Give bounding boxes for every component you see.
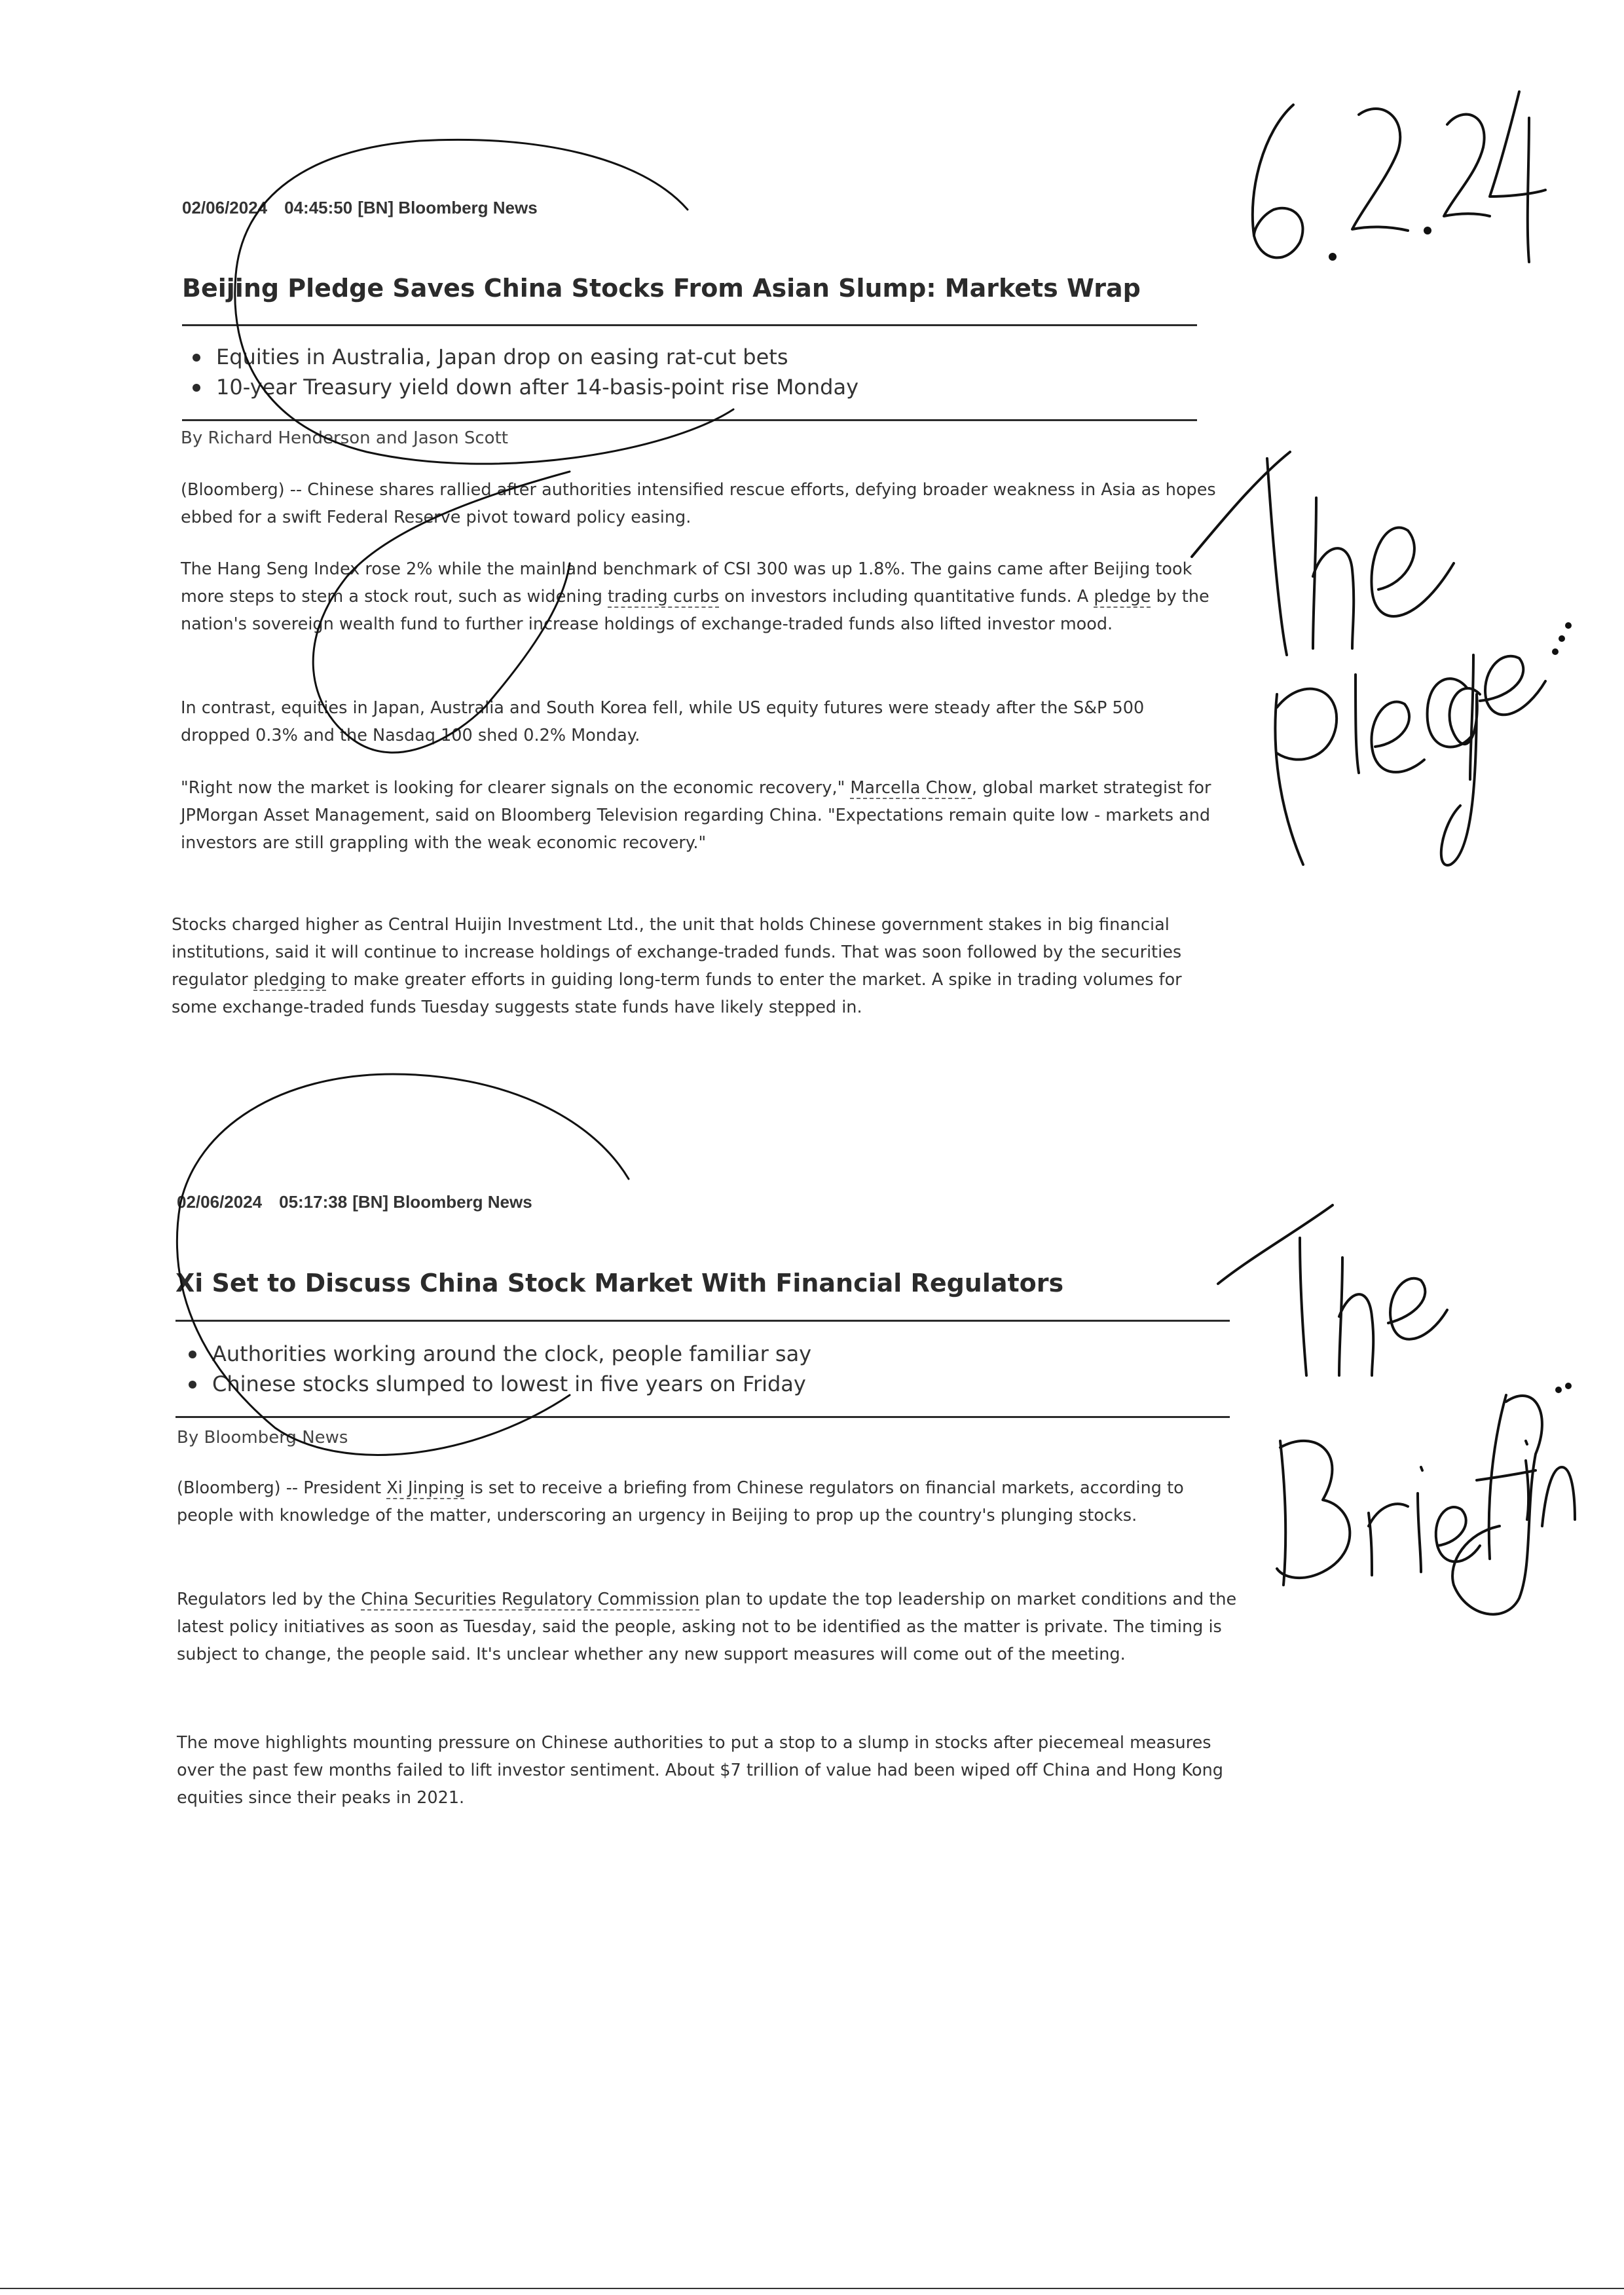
pledge-link[interactable]: pledge	[1094, 587, 1151, 606]
article2-headline: Xi Set to Discuss China Stock Market With Financial Regulators	[175, 1269, 1064, 1297]
article1-paragraph: In contrast, equities in Japan, Australia and South Korea fell, while US equity futures were steady after the S&P 500 dropped 0.3% and the Nasdaq 100 shed 0.2% Monday.	[181, 698, 1145, 745]
article1-byline: By Richard Henderson and Jason Scott	[181, 428, 508, 448]
article1-bullet: 10-year Treasury yield down after 14-basis-point rise Monday	[189, 372, 858, 402]
article1-bullet: Equities in Australia, Japan drop on easing rat-cut bets	[189, 342, 858, 372]
ink-circle-2	[313, 472, 570, 753]
article1-source: [BN] Bloomberg News	[358, 198, 538, 217]
article2-source: [BN] Bloomberg News	[352, 1192, 532, 1212]
article1-headline: Beijing Pledge Saves China Stocks From Asian Slump: Markets Wrap	[182, 274, 1141, 303]
article1-time: 04:45:50	[284, 198, 353, 217]
article1-text: on investors including quantitative funds. A	[719, 587, 1094, 606]
article2-text: Regulators led by the	[177, 1590, 361, 1609]
handwritten-note-the-pledge	[1192, 452, 1570, 865]
csrc-link[interactable]: China Securities Regulatory Commission	[361, 1590, 700, 1609]
article1-text: "Right now the market is looking for clearer signals on the economic recovery,"	[181, 778, 851, 798]
article2-byline: By Bloomberg News	[177, 1428, 348, 1447]
trading-curbs-link[interactable]: trading curbs	[608, 587, 719, 606]
article1-text: The Hang Seng Index rose 2% while the mainland benchmark of CSI 300 was up 1.8%. The gains came after Beijing took more steps to stem a stock rout, such as widening	[181, 559, 1192, 606]
ink-circle-1	[235, 140, 733, 464]
handwritten-date	[1253, 92, 1545, 262]
article1-text: by the nation's sovereign wealth fund to further increase holdings of exchange-traded funds also lifted investor mood.	[181, 587, 1209, 634]
xi-jinping-link[interactable]: Xi Jinping	[386, 1478, 465, 1498]
article1-text: , global market strategist for JPMorgan Asset Management, said on Bloomberg Television regarding China. "Expectations remain quite low - markets and investors are still grappling with the weak economic recovery."	[181, 778, 1211, 853]
article1-text: to make greater efforts in guiding long-term funds to enter the market. A spike in trading volumes for some exchange-traded funds Tuesday suggests state funds have likely stepped in.	[172, 970, 1182, 1017]
article2-bullet: Chinese stocks slumped to lowest in five years on Friday	[185, 1369, 811, 1399]
article2-date: 02/06/2024	[177, 1192, 263, 1212]
article1-paragraph: (Bloomberg) -- Chinese shares rallied after authorities intensified rescue efforts, defying broader weakness in Asia as hopes ebbed for a swift Federal Reserve pivot toward policy easing.	[181, 480, 1216, 527]
article2-text: is set to receive a briefing from Chinese regulators on financial markets, according to people with knowledge of the matter, underscoring an urgency in Beijing to prop up the country's plunging stocks.	[177, 1478, 1184, 1525]
article2-bullet: Authorities working around the clock, people familiar say	[185, 1339, 811, 1369]
article1-date: 02/06/2024	[182, 198, 268, 217]
ink-circle-3	[177, 1074, 629, 1455]
article2-paragraph: The move highlights mounting pressure on Chinese authorities to put a stop to a slump in stocks after piecemeal measures over the past few months failed to lift investor sentiment. About $7 trillion of value had been wiped off China and Hong Kong equities since their peaks in 2021.	[177, 1733, 1223, 1808]
marcella-chow-link[interactable]: Marcella Chow	[850, 778, 972, 798]
pledging-link[interactable]: pledging	[253, 970, 326, 990]
article1-text: Stocks charged higher as Central Huijin Investment Ltd., the unit that holds Chinese government stakes in big financial institutions, said it will continue to increase holdings of exchange-traded funds. That was soon followed by the securities regulator	[172, 915, 1182, 990]
article2-text: (Bloomberg) -- President	[177, 1478, 387, 1498]
article2-text: plan to update the top leadership on market conditions and the latest policy initiatives as soon as Tuesday, said the people, asking not to be identified as the matter is private. The timing is subject to change, the people said. It's unclear whether any new support measures will come out of the meeting.	[177, 1590, 1237, 1664]
article2-time: 05:17:38	[279, 1192, 348, 1212]
handwritten-note-the-briefing	[1218, 1205, 1575, 1614]
